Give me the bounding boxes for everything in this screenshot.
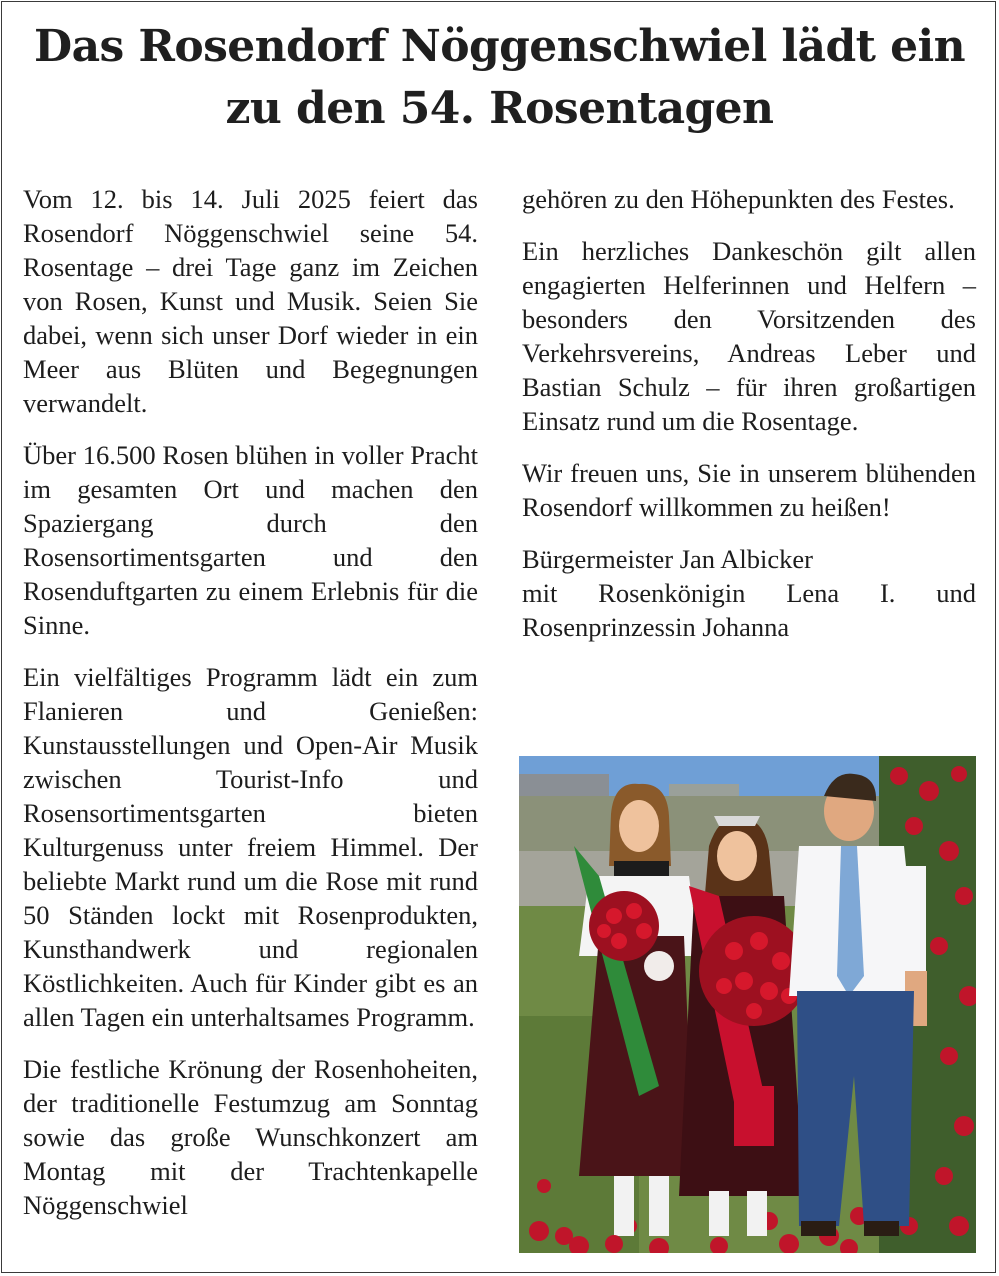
article-headline: [0, 16, 999, 140]
photo-illustration: [519, 756, 976, 1253]
paragraph-welcome: Wir freuen uns, Sie in unserem blühenden Rosendorf willkommen zu heißen!: [522, 458, 976, 522]
paragraph-roses: Über 16.500 Rosen blühen in voller Pracht im gesamten Ort und machen den Spaziergang durch den Rosensortimentsgarten und den Rosenduftgarten zu einem Erlebnis für die Sinne.: [23, 440, 478, 640]
paragraph-highlights: gehören zu den Höhepunkten des Festes.: [522, 184, 955, 214]
headline-line-1: Das Rosendorf Nöggenschwiel lädt ein: [34, 21, 965, 72]
signature-block: [522, 542, 976, 644]
right-text-column: [522, 182, 976, 644]
paragraph-coronation: Die festliche Krönung der Rosenhoheiten, der traditionelle Festumzug am Sonntag sowie das große Wunschkonzert am Montag mit der Trachtenkapelle Nöggenschwiel: [23, 1054, 478, 1220]
paragraph-thanks: Ein herzliches Dankeschön gilt allen engagierten Helferinnen und Helfern – besonders den Vorsitzenden des Verkehrsvereins, Andreas Leber und Bastian Schulz – für ihren großartigen Einsatz rund um die Rosentage.: [522, 236, 976, 436]
paragraph-program: Ein vielfältiges Programm lädt ein zum Flanieren und Genießen: Kunstausstellungen und Open-Air Musik zwischen Tourist-Info und Rosensortimentsgarten bieten Kulturgenuss unter freiem Himmel. Der beliebte Markt rund um die Rose mit rund 50 Ständen lockt mit Rosenprodukten, Kunsthandwerk und regionalen Köstlichkeiten. Auch für Kinder gibt es an allen Tagen ein unterhaltsames Programm.: [23, 662, 478, 1032]
signature-princess: Rosenprinzessin Johanna: [522, 612, 790, 642]
left-text-column: [23, 182, 478, 1222]
signature-mayor: Bürgermeister Jan Albicker: [522, 544, 813, 574]
rose-royalty-photo: [519, 756, 976, 1253]
signature-queen: mit Rosenkönigin Lena I. und: [522, 578, 976, 608]
paragraph-dates: Vom 12. bis 14. Juli 2025 feiert das Rosendorf Nöggenschwiel seine 54. Rosentage – drei Tage ganz im Zeichen von Rosen, Kunst und Musik. Seien Sie dabei, wenn sich unser Dorf wieder in ein Meer aus Blüten und Begegnungen verwandelt.: [23, 184, 478, 418]
headline-line-2: zu den 54. Rosentagen: [225, 83, 774, 134]
